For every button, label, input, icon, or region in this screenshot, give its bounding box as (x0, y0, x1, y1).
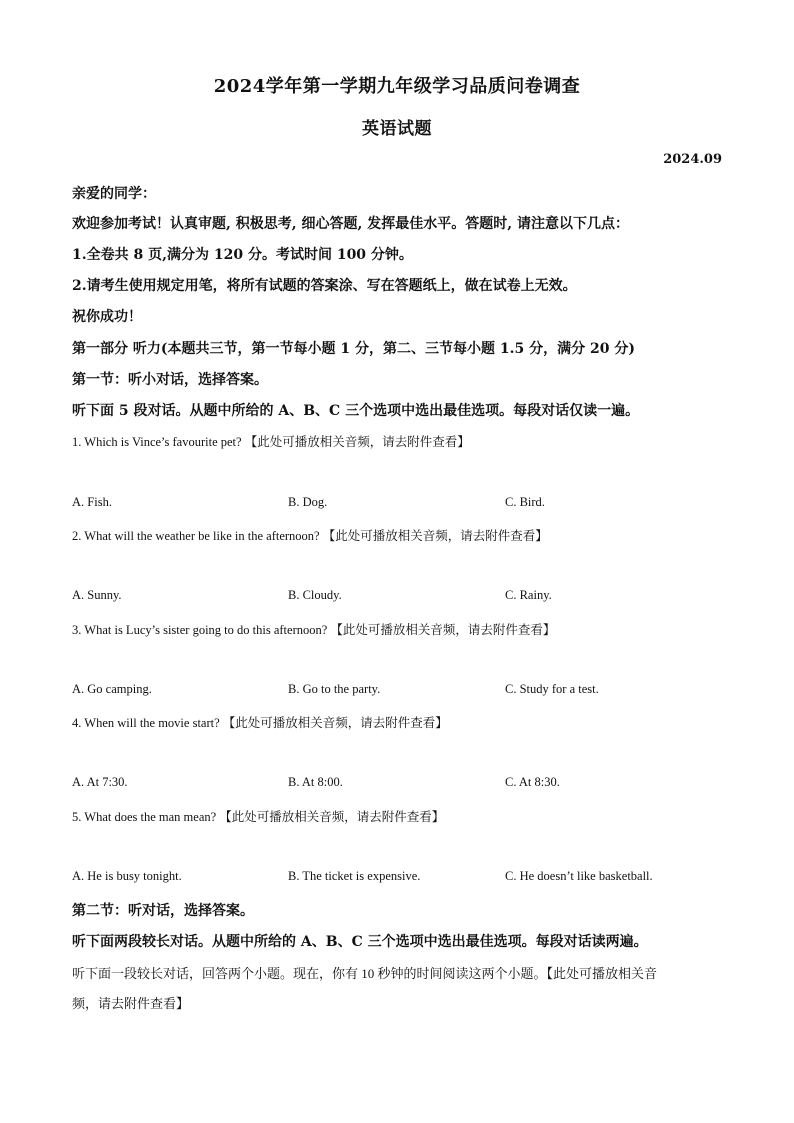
question-2-option-c: C. Rainy. (505, 588, 552, 602)
exam-title: 2024学年第一学期九年级学习品质问卷调查 (213, 76, 581, 97)
good-luck: 祝你成功！ (72, 309, 142, 325)
note-pages-score: 1.全卷共 8 页,满分为 120 分。考试时间 100 分钟。 (72, 247, 413, 263)
question-4-option-a: A. At 7:30. (72, 775, 128, 789)
question-4-option-b: B. At 8:00. (288, 775, 343, 789)
question-5-option-a: A. He is busy tonight. (72, 869, 182, 883)
question-1-option-b: B. Dog. (288, 495, 328, 509)
section2-note-line-1: 听下面一段较长对话，回答两个小题。现在，你有 10 秒钟的时间阅读这两个小题。【此处可播放相关音 (72, 966, 658, 981)
part1-heading: 第一部分 听力(本题共三节，第一节每小题 1 分，第二、三节每小题 1.5 分，满分 20 分) (72, 341, 635, 357)
exam-subtitle: 英语试题 (362, 119, 432, 139)
question-2-option-b: B. Cloudy. (288, 588, 342, 602)
section1-instruction: 听下面 5 段对话。从题中所给的 A、B、C 三个选项中选出最佳选项。每段对话仅读一遍。 (72, 403, 640, 419)
section2-instruction: 听下面两段较长对话。从题中所给的 A、B、C 三个选项中选出最佳选项。每段对话读两遍。 (72, 934, 648, 950)
exam-date: 2024.09 (663, 152, 722, 167)
question-2: 2. What will the weather be like in the afternoon? 【此处可播放相关音频，请去附件查看】 (72, 529, 548, 543)
section2-title: 第二节：听对话，选择答案。 (72, 903, 254, 919)
question-4-option-c: C. At 8:30. (505, 775, 560, 789)
question-4: 4. When will the movie start? 【此处可播放相关音频，请去附件查看】 (72, 716, 448, 730)
question-3-option-b: B. Go to the party. (288, 682, 381, 696)
greeting: 亲爱的同学： (72, 186, 156, 202)
question-3-option-a: A. Go camping. (72, 682, 152, 696)
question-2-option-a: A. Sunny. (72, 588, 122, 602)
question-1-option-c: C. Bird. (505, 495, 545, 509)
question-5: 5. What does the man mean? 【此处可播放相关音频，请去附件查看】 (72, 810, 445, 824)
section1-title: 第一节：听小对话，选择答案。 (72, 372, 268, 388)
question-3: 3. What is Lucy’s sister going to do this afternoon? 【此处可播放相关音频，请去附件查看】 (72, 623, 556, 637)
section2-note-line-2: 频，请去附件查看】 (72, 996, 190, 1011)
note-answer-sheet: 2.请考生使用规定用笔，将所有试题的答案涂、写在答题纸上，做在试卷上无效。 (72, 278, 577, 294)
question-5-option-c: C. He doesn’t like basketball. (505, 869, 653, 883)
question-1: 1. Which is Vince’s favourite pet? 【此处可播放相关音频，请去附件查看】 (72, 435, 470, 449)
question-5-option-b: B. The ticket is expensive. (288, 869, 421, 883)
question-3-option-c: C. Study for a test. (505, 682, 599, 696)
question-1-option-a: A. Fish. (72, 495, 112, 509)
welcome-text: 欢迎参加考试！认真审题, 积极思考, 细心答题, 发挥最佳水平。答题时, 请注意以下几点： (72, 216, 629, 232)
